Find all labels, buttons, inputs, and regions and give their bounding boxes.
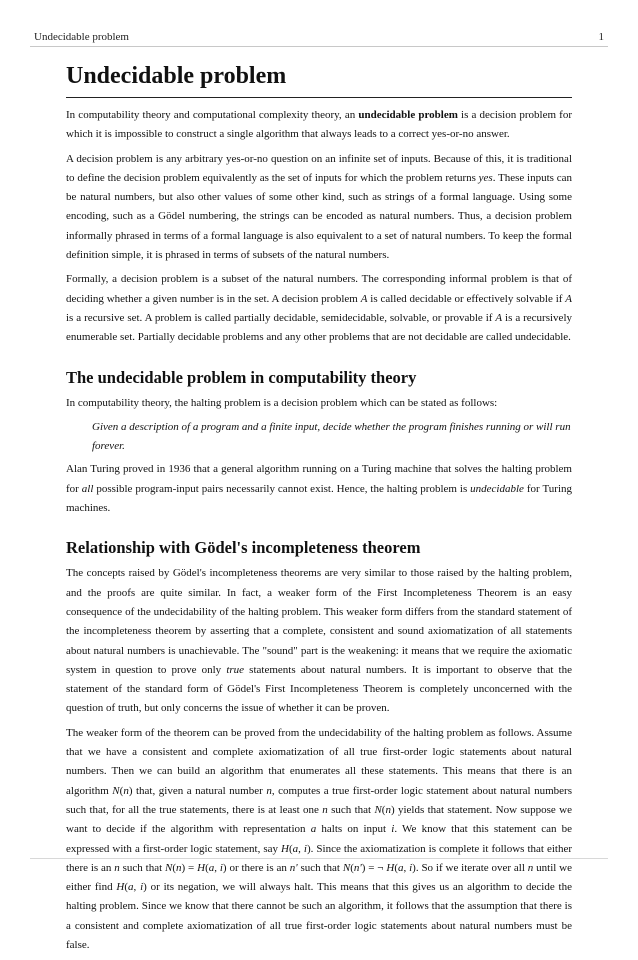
section-heading-godel: Relationship with Gödel's incompleteness theorem xyxy=(66,538,421,558)
running-title: Undecidable problem xyxy=(34,31,129,43)
halting-problem-quote: Given a description of a program and a finite input, decide whether the program finishes running or will run forever. xyxy=(92,420,571,453)
section1-paragraph-2: Alan Turing proved in 1936 that a general algorithm running on a Turing machine that solves the halting problem for all possible program-input pairs necessarily cannot exist. Hence, the halting problem is undecidable for Turing machines. xyxy=(66,463,572,515)
section1-paragraph-1: In computability theory, the halting problem is a decision problem which can be stated as follows: xyxy=(66,396,498,409)
page-title: Undecidable problem xyxy=(66,60,572,98)
intro-paragraph-3: Formally, a decision problem is a subset of the natural numbers. The corresponding informal problem is that of deciding whether a given number is in the set. A decision problem A is called decidable or effectively solvable if A is a recursive set. A problem is called partially decidable, semidecidable, solvable, or provable if A is a recursively enumerable set. Partially decidable problems and any other problems that are not decidable are called undecidable. xyxy=(66,273,572,344)
article-body xyxy=(66,60,572,960)
section-heading-computability: The undecidable problem in computability theory xyxy=(66,367,417,387)
term-undecidable-problem: undecidable problem xyxy=(358,109,458,121)
page-number: 1 xyxy=(598,31,604,43)
footer-rule xyxy=(30,858,608,859)
page-header xyxy=(30,28,608,47)
section2-paragraph-2: The weaker form of the theorem can be proved from the undecidability of the halting problem as follows. Assume that we have a consistent and complete axiomatization of all true first-order logic statements about natural numbers. Then we can build an algorithm that enumerates all these statements. This means that there is an algorithm N(n) that, given a natural number n, computes a true first-order logic statement about natural numbers such that, for all the true statements, there is at least one n such that N(n) yields that statement. Now suppose we want to decide if the algorithm with representation a halts on input i. We know that this statement can be expressed with a first-order logic statement, say H(a, i). Since the axiomatization is complete it follows that either there is an n such that N(n) = H(a, i) or there is an n' such that N(n') = ¬ H(a, i). So if we iterate over all n until we either find H(a, i) or its negation, we will always halt. This means that this gives us an algorithm to decide the halting problem. Since we know that there cannot be such an algorithm, it follows that the assumption that there is a consistent and complete axiomatization of all true first-order logic statements about natural numbers must be false. xyxy=(66,726,572,951)
intro-paragraph-2: A decision problem is any arbitrary yes-or-no question on an infinite set of inputs. Because of this, it is traditional to define the decision problem equivalently as the set of inputs for which the problem returns yes. These inputs can be natural numbers, but also other values of some other kind, such as strings of a formal language. Using some encoding, such as a Gödel numbering, the strings can be encoded as natural numbers. Thus, a decision problem informally phrased in terms of a formal language is also equivalent to a set of natural numbers. To keep the formal definition simple, it is phrased in terms of subsets of the natural numbers. xyxy=(66,152,572,262)
section2-paragraph-1: The concepts raised by Gödel's incompleteness theorems are very similar to those raised by the halting problem, and the proofs are quite similar. In fact, a weaker form of the First Incompleteness Theorem is an easy consequence of the undecidability of the halting problem. This weaker form differs from the standard statement of the incompleteness theorem by asserting that a complete, consistent and sound axiomatization of all statements about natural numbers is unachievable. The "sound" part is the weakening: it means that we require the axiomatic system in question to prove only true statements about natural numbers. It is important to observe that the statement of the standard form of Gödel's First Incompleteness Theorem is completely unconcerned with the question of truth, but only concerns the issue of whether it can be proven. xyxy=(66,567,572,715)
intro-paragraph-1: In computability theory and computational complexity theory, an undecidable problem is a decision problem for which it is impossible to construct a single algorithm that always leads to a correct yes-or-no answer. xyxy=(66,109,572,141)
